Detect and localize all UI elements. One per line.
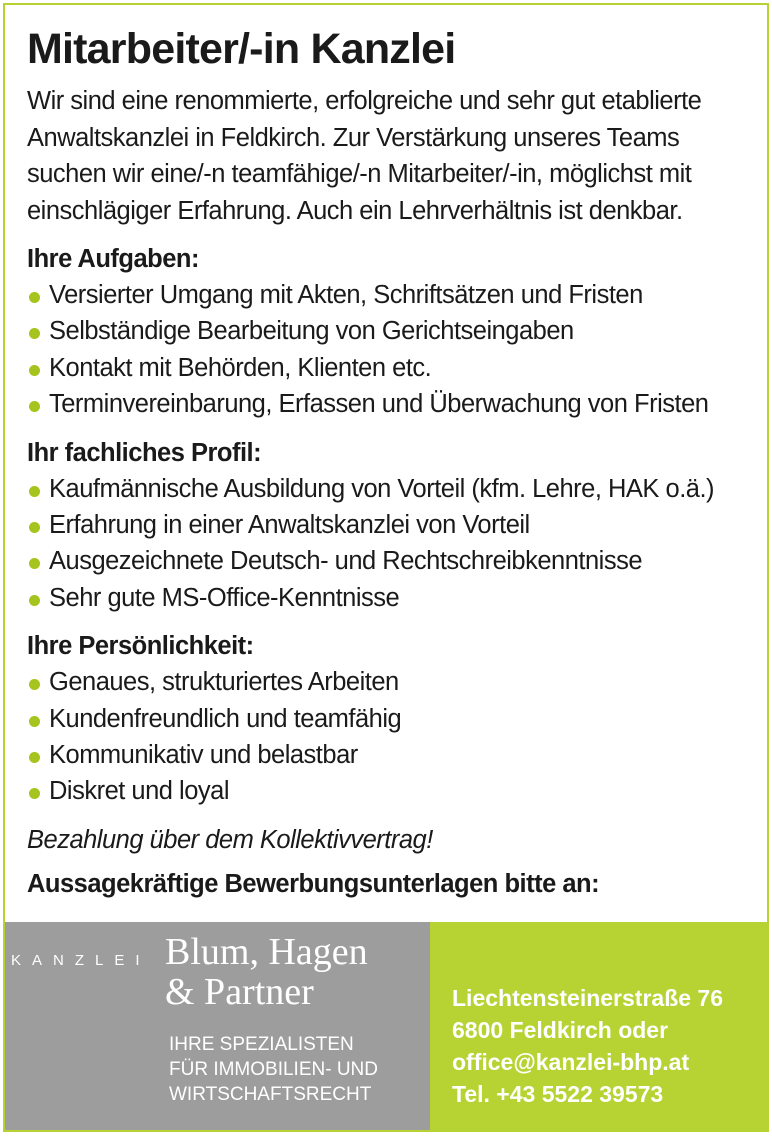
intro-line: einschlägiger Erfahrung. Auch ein Lehrverhältnis ist denkbar. — [27, 196, 683, 225]
ad-content — [27, 21, 753, 902]
list-item — [27, 664, 753, 700]
list-item-text: Sehr gute MS-Office-Kenntnisse — [49, 583, 400, 612]
section-profile — [27, 435, 753, 617]
section-heading: Ihre Persönlichkeit: — [27, 632, 254, 661]
list-item — [27, 386, 753, 422]
list-item-text: Erfahrung in einer Anwaltskanzlei von Vorteil — [49, 511, 530, 540]
job-advertisement — [3, 3, 769, 1132]
contact-city: 6800 Feldkirch oder — [452, 1017, 669, 1043]
intro-line: suchen wir eine/-n teamfähige/-n Mitarbeiter/-in, möglichst mit — [27, 160, 692, 188]
list-item — [27, 350, 753, 386]
tagline-line: IHRE SPEZIALISTEN — [169, 1034, 354, 1055]
list-item — [27, 773, 753, 809]
firm-tagline — [169, 1032, 378, 1107]
bullet-icon — [29, 365, 40, 376]
section-tasks — [27, 241, 753, 423]
list-item-text: Kundenfreundlich und teamfähig — [49, 704, 402, 733]
list-item-text: Ausgezeichnete Deutsch- und Rechtschreibkenntnisse — [49, 547, 643, 576]
contact-phone[interactable]: Tel. +43 5522 39573 — [452, 1081, 664, 1107]
list-item — [27, 701, 753, 737]
intro-paragraph — [27, 83, 753, 229]
list-item-text: Kommunikativ und belastbar — [49, 741, 358, 770]
bullet-icon — [29, 401, 40, 412]
section-heading: Ihr fachliches Profil: — [27, 438, 262, 467]
kanzlei-label: KANZLEI — [11, 952, 151, 969]
section-personality — [27, 628, 753, 810]
apply-instruction: Aussagekräftige Bewerbungsunterlagen bitte an: — [27, 869, 600, 898]
bullet-list — [27, 664, 753, 810]
list-item — [27, 471, 753, 507]
bullet-icon — [29, 716, 40, 727]
tagline-line: FÜR IMMOBILIEN- UND — [169, 1059, 378, 1080]
list-item-text: Diskret und loyal — [49, 777, 229, 806]
bullet-icon — [29, 679, 40, 690]
bullet-icon — [29, 558, 40, 569]
list-item-text: Kaufmännische Ausbildung von Vorteil (kfm. Lehre, HAK o.ä.) — [49, 474, 715, 503]
bullet-icon — [29, 595, 40, 606]
list-item — [27, 277, 753, 313]
list-item — [27, 580, 753, 616]
firm-name: Blum, Hagen — [165, 931, 368, 973]
list-item — [27, 507, 753, 543]
bullet-icon — [29, 292, 40, 303]
bullet-icon — [29, 328, 40, 339]
list-item-text: Versierter Umgang mit Akten, Schriftsätzen und Fristen — [49, 281, 643, 309]
list-item — [27, 543, 753, 579]
bullet-list — [27, 471, 753, 617]
tagline-line: WIRTSCHAFTSRECHT — [169, 1084, 372, 1105]
firm-logo-panel — [5, 922, 430, 1130]
list-item-text: Kontakt mit Behörden, Klienten etc. — [49, 353, 432, 382]
bullet-icon — [29, 486, 40, 497]
page-title: Mitarbeiter/-in Kanzlei — [27, 25, 456, 73]
firm-name-partner: & Partner — [165, 971, 314, 1013]
contact-email-link[interactable]: office@kanzlei-bhp.at — [452, 1049, 690, 1075]
list-item — [27, 737, 753, 773]
contact-block — [452, 982, 723, 1110]
bullet-icon — [29, 752, 40, 763]
list-item — [27, 313, 753, 349]
footer — [5, 922, 767, 1130]
intro-line: Anwaltskanzlei in Feldkirch. Zur Verstärkung unseres Teams — [27, 123, 680, 152]
list-item-text: Genaues, strukturiertes Arbeiten — [49, 668, 399, 697]
list-item-text: Selbständige Bearbeitung von Gerichtseingaben — [49, 317, 574, 346]
intro-line: Wir sind eine renommierte, erfolgreiche und sehr gut etablierte — [27, 87, 702, 115]
bullet-list — [27, 277, 753, 423]
list-item-text: Terminvereinbarung, Erfassen und Überwachung von Fristen — [49, 390, 709, 419]
section-heading: Ihre Aufgaben: — [27, 245, 199, 273]
bullet-icon — [29, 522, 40, 533]
salary-note: Bezahlung über dem Kollektivvertrag! — [27, 825, 433, 854]
contact-panel — [430, 922, 767, 1130]
bullet-icon — [29, 788, 40, 799]
contact-street: Liechtensteinerstraße 76 — [452, 985, 724, 1011]
